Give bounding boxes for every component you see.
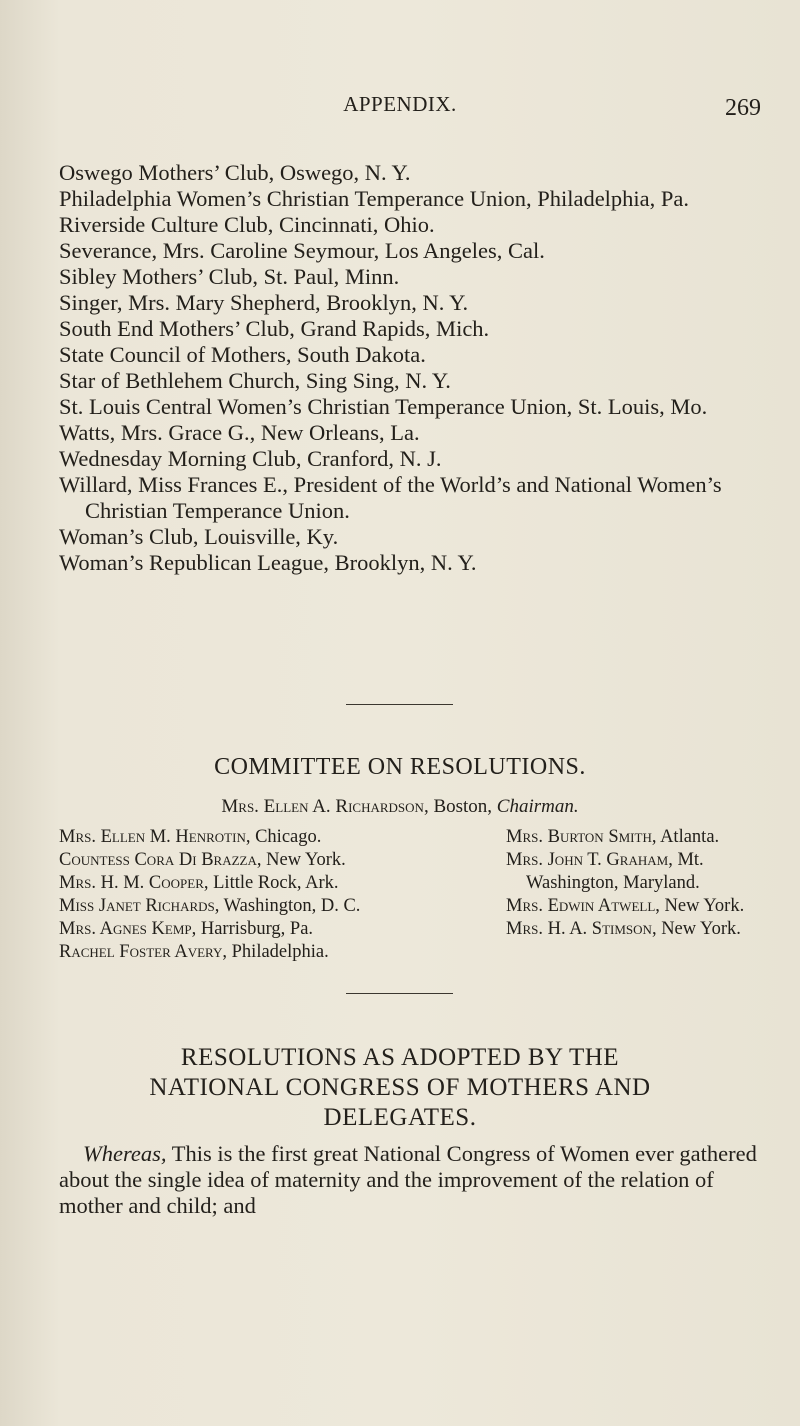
committee-member: Mrs. H. M. Cooper, Little Rock, Ark. (59, 873, 339, 893)
page-number: 269 (725, 95, 761, 121)
list-item: Riverside Culture Club, Cincinnati, Ohio. (59, 212, 435, 237)
list-item: Singer, Mrs. Mary Shepherd, Brooklyn, N. Y. (59, 290, 469, 315)
committee-right-column (506, 826, 776, 941)
committee-member: Mrs. Edwin Atwell, New York. (506, 896, 745, 916)
running-header: APPENDIX. (343, 92, 457, 116)
committee-member: Rachel Foster Avery, Philadelphia. (59, 942, 329, 962)
list-item: Sibley Mothers’ Club, St. Paul, Minn. (59, 264, 400, 289)
committee-member: Countess Cora Di Brazza, New York. (59, 850, 346, 870)
committee-member: Mrs. Burton Smith, Atlanta. (506, 827, 720, 847)
committee-member: Mrs. John T. Graham, Mt. Washington, Maryland. (506, 850, 704, 893)
resolution-lead: Whereas, (83, 1141, 167, 1166)
list-item: Watts, Mrs. Grace G., New Orleans, La. (59, 420, 420, 445)
committee-left-column (59, 826, 361, 964)
committee-chairman (0, 796, 800, 818)
list-item: Willard, Miss Frances E., President of the World’s and National Women’s Christian Temperance Union. (59, 472, 722, 523)
chairman-place: , Boston, (423, 796, 497, 817)
list-item: South End Mothers’ Club, Grand Rapids, Mich. (59, 316, 490, 341)
chairman-role: Chairman. (496, 796, 579, 817)
section-divider (346, 993, 453, 994)
committee-member: Mrs. H. A. Stimson, New York. (506, 919, 741, 939)
committee-member: Miss Janet Richards, Washington, D. C. (59, 896, 361, 916)
committee-member: Mrs. Ellen M. Henrotin, Chicago. (59, 827, 322, 847)
list-item: State Council of Mothers, South Dakota. (59, 342, 426, 367)
member-list (59, 160, 779, 576)
committee-heading: COMMITTEE ON RESOLUTIONS. (214, 754, 586, 780)
list-item: Oswego Mothers’ Club, Oswego, N. Y. (59, 160, 411, 185)
list-item: Woman’s Republican League, Brooklyn, N. Y. (59, 550, 477, 575)
list-item: St. Louis Central Women’s Christian Temperance Union, St. Louis, Mo. (59, 394, 708, 419)
list-item: Severance, Mrs. Caroline Seymour, Los Angeles, Cal. (59, 238, 545, 263)
chairman-name: Mrs. Ellen A. Richardson (221, 796, 424, 817)
resolution-body: This is the first great National Congress of Women ever gathered about the single idea of maternity and the improvement of the relation of mother and child; and (59, 1141, 757, 1218)
resolutions-heading (0, 1043, 800, 1133)
list-item: Woman’s Club, Louisville, Ky. (59, 524, 339, 549)
resolution-paragraph (59, 1141, 769, 1219)
list-item: Star of Bethlehem Church, Sing Sing, N. Y. (59, 368, 451, 393)
list-item: Philadelphia Women’s Christian Temperance Union, Philadelphia, Pa. (59, 186, 690, 211)
list-item: Wednesday Morning Club, Cranford, N. J. (59, 446, 442, 471)
resolutions-heading-text: RESOLUTIONS AS ADOPTED BY THE NATIONAL CONGRESS OF MOTHERS AND DELEGATES. (149, 1044, 651, 1131)
section-divider (346, 704, 453, 705)
committee-member: Mrs. Agnes Kemp, Harrisburg, Pa. (59, 919, 314, 939)
